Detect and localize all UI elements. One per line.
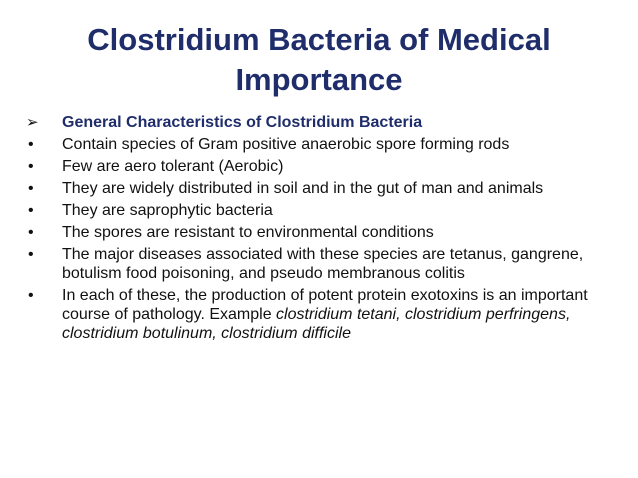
bullet-icon: • [28,246,34,263]
list-item-text: In each of these, the production of potent protein exotoxins is an important course of pathology. Example [62,287,588,323]
bullet-icon: • [28,224,34,241]
slide-content [26,113,616,346]
section-heading-text: General Characteristics of Clostridium Bacteria [62,114,423,131]
list-item [26,201,616,220]
section-heading [26,113,616,133]
bullet-icon: • [28,202,34,219]
bullet-icon: • [28,136,34,153]
bullet-icon: • [28,180,34,197]
list-item-text: They are widely distributed in soil and in the gut of man and animals [62,180,544,197]
list-item-text: The major diseases associated with these species are tetanus, gangrene, botulism food poisoning, and pseudo membranous colitis [62,246,584,282]
list-item [26,286,616,343]
list-item [26,245,616,283]
bullet-list [26,135,616,343]
list-item [26,135,616,154]
bullet-icon: • [28,158,34,175]
bullet-icon: • [28,287,34,304]
list-item-text: They are saprophytic bacteria [62,202,273,219]
list-item-text: The spores are resistant to environmental conditions [62,224,434,241]
list-item-italic-text: clostridium tetani, clostridium perfringens, clostridium botulinum, clostridium difficile [62,306,571,342]
arrow-bullet-icon: ➢ [26,114,39,131]
list-item [26,157,616,176]
list-item [26,179,616,198]
slide-title: Clostridium Bacteria of Medical Importance [87,22,551,97]
list-item-text: Contain species of Gram positive anaerobic spore forming rods [62,136,510,153]
list-item-text: Few are aero tolerant (Aerobic) [62,158,284,175]
list-item [26,223,616,242]
